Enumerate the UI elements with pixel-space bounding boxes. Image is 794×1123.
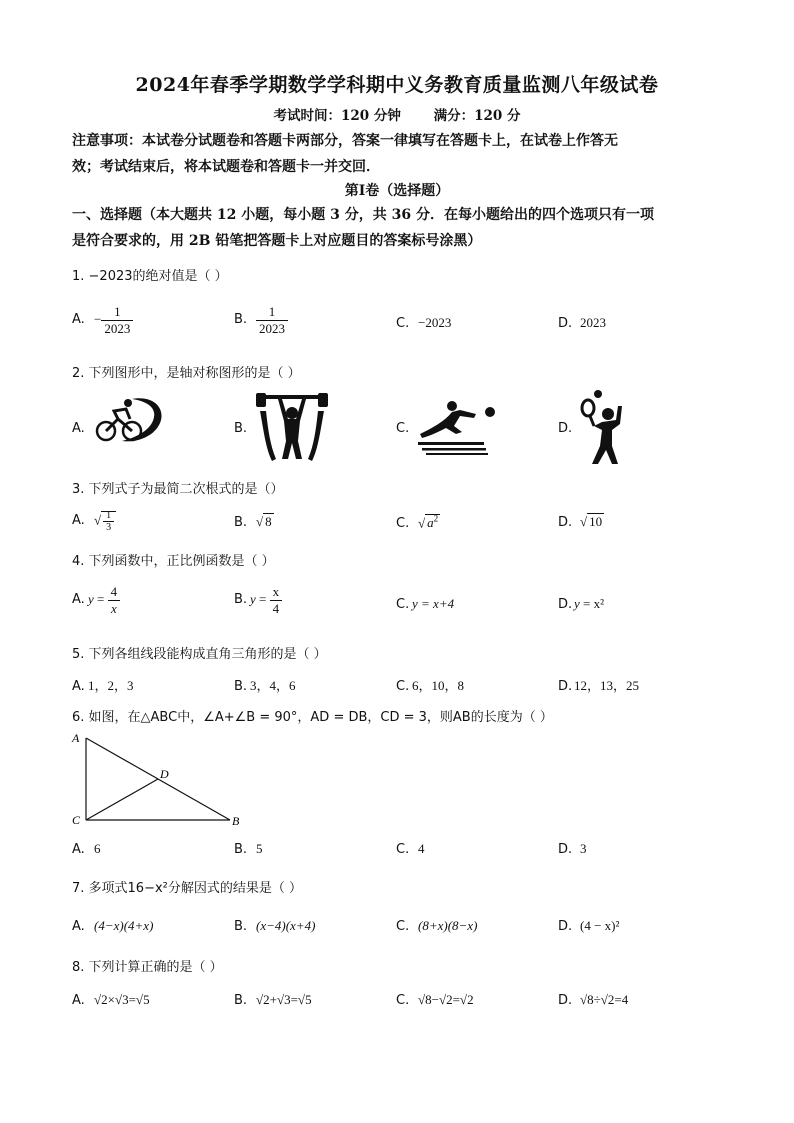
q7-option-b: B. (x−4)(x+4) — [234, 918, 316, 934]
question-6-stem: 6. 如图，在△ABC中，∠A+∠B = 90°，AD = DB，CD = 3，则AB的长度为（ ） — [72, 710, 553, 725]
q6-option-d: D. 3 — [558, 841, 587, 857]
notice-line-1: 注意事项：本试卷分试题卷和答题卡两部分，答案一律填写在答题卡上，在试卷上作答无 — [72, 133, 618, 149]
q3-option-a: A. √ $\frac{1}{3}$ — [72, 510, 116, 533]
question-7-stem: 7. 多项式16−x²分解因式的结果是（ ） — [72, 881, 303, 896]
q4-option-a: A. y = $\frac{4}{x}$ — [72, 584, 120, 617]
q6-option-b: B. 5 — [234, 841, 263, 857]
q3-option-b: B. √ 8 — [234, 514, 272, 530]
q7-option-d: D. (4 − x)² — [558, 918, 620, 934]
q2-option-d-label: D. — [558, 421, 573, 436]
section-intro-1: 一、选择题（本大题共 12 小题，每小题 3 分，共 36 分．在每小题给出的四个选项只有一项 — [72, 207, 654, 223]
vertex-c-label: C — [72, 813, 81, 827]
question-1-stem: 1. −2023的绝对值是（ ） — [72, 269, 228, 284]
question-8-stem: 8. 下列计算正确的是（ ） — [72, 960, 223, 975]
q8-option-c: C. √8−√2=√2 — [396, 992, 474, 1008]
tennis-player-icon — [578, 390, 624, 466]
section-intro-2: 是符合要求的，用 2B 铅笔把答题卡上对应题目的答案标号涂黑） — [72, 233, 482, 249]
q8-option-d: D. √8÷√2=4 — [558, 992, 629, 1008]
q2-option-c-label: C. — [396, 421, 410, 436]
q4-option-c: C. y = x+4 — [396, 596, 455, 612]
question-5-stem: 5. 下列各组线段能构成直角三角形的是（ ） — [72, 647, 327, 662]
question-3-stem: 3. 下列式子为最简二次根式的是（） — [72, 482, 284, 497]
q5-option-d: D. 12，13，25 — [558, 678, 640, 694]
q1-option-c: C. −2023 — [396, 315, 452, 331]
volleyball-player-icon — [416, 398, 496, 458]
q1-option-a: A. − $\frac{1}{2023}$ — [72, 304, 133, 337]
q7-option-a: A. (4−x)(4+x) — [72, 918, 154, 934]
q4-option-d: D. y = x² — [558, 596, 605, 612]
vertex-d-label: D — [160, 767, 169, 781]
exam-time: 考试时间：120 分钟 — [273, 108, 401, 124]
q7-option-c: C. (8+x)(8−x) — [396, 918, 478, 934]
q1-option-b: B. $\frac{1}{2023}$ — [234, 304, 288, 337]
q4-option-b: B. y = $\frac{x}{4}$ — [234, 584, 282, 617]
notice-line-2: 效；考试结束后，将本试题卷和答题卡一并交回． — [72, 159, 380, 175]
q3-option-c: C. √ $a^2$ — [396, 514, 439, 532]
q5-option-c: C. 6，10，8 — [396, 678, 465, 694]
triangle-figure — [68, 728, 248, 830]
vertex-a-label: A — [72, 731, 80, 745]
question-4-stem: 4. 下列函数中，正比例函数是（ ） — [72, 554, 275, 569]
q5-option-a: A. 1，2，3 — [72, 678, 134, 694]
question-2-stem: 2. 下列图形中，是轴对称图形的是（ ） — [72, 366, 301, 381]
exam-title: 2024年春季学期数学学科期中义务教育质量监测八年级试卷 — [135, 74, 659, 96]
weightlifter-icon — [254, 393, 330, 463]
q6-option-a: A. 6 — [72, 841, 101, 857]
q1-option-d: D. 2023 — [558, 315, 606, 331]
exam-meta — [0, 104, 794, 124]
q5-option-b: B. 3，4，6 — [234, 678, 296, 694]
q8-option-a: A. √2×√3=√5 — [72, 992, 150, 1008]
q6-option-c: C. 4 — [396, 841, 425, 857]
q2-option-b-label: B. — [234, 421, 248, 436]
vertex-b-label: B — [232, 814, 240, 828]
q2-option-a-label: A. — [72, 421, 85, 436]
full-score: 满分：120 分 — [433, 108, 521, 124]
section-title: 第Ⅰ卷（选择题） — [344, 183, 450, 199]
cyclist-icon — [92, 393, 168, 447]
q8-option-b: B. √2+√3=√5 — [234, 992, 312, 1008]
q3-option-d: D. √ 10 — [558, 514, 603, 530]
